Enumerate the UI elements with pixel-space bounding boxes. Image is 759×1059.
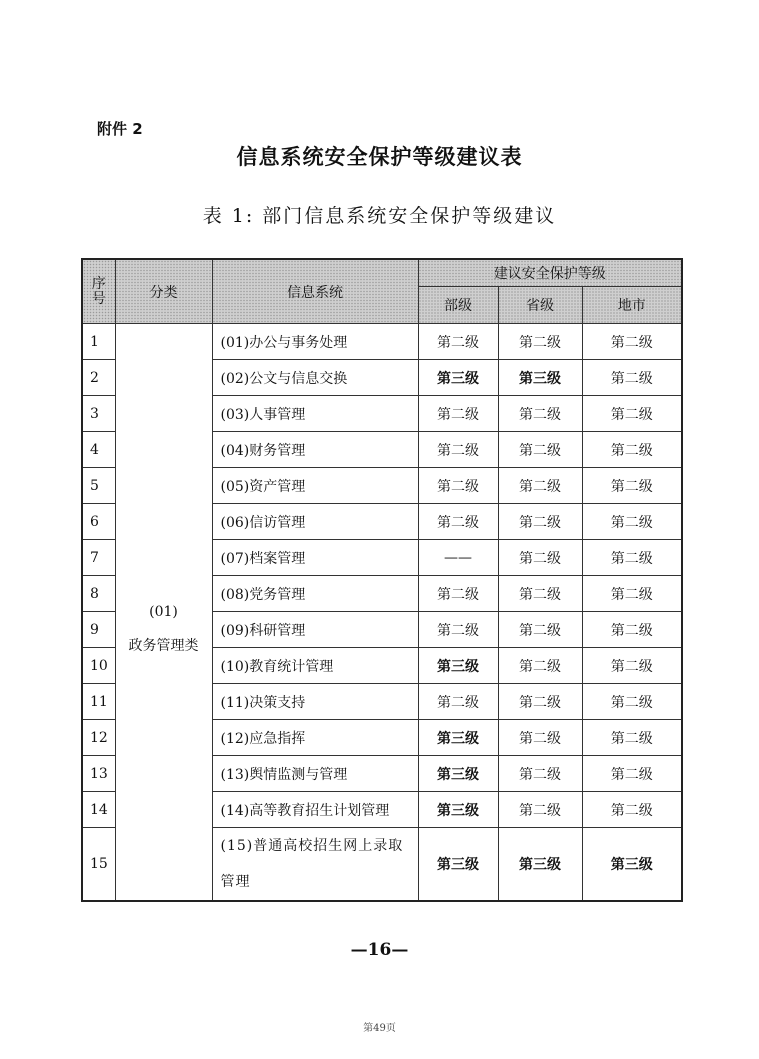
- dept-level-cell: 第二级: [418, 612, 498, 648]
- city-level-cell: 第二级: [582, 648, 682, 684]
- system-name-cell: (07)档案管理: [212, 540, 418, 576]
- city-level-cell: 第二级: [582, 540, 682, 576]
- seq-cell: 11: [82, 684, 115, 720]
- category-cell: [115, 324, 212, 902]
- dept-level-cell: 第三级: [418, 720, 498, 756]
- province-level-cell: 第二级: [498, 468, 582, 504]
- seq-cell: 14: [82, 792, 115, 828]
- city-level-cell: 第二级: [582, 432, 682, 468]
- province-level-cell: 第二级: [498, 324, 582, 360]
- city-level-cell: 第二级: [582, 360, 682, 396]
- seq-cell: 4: [82, 432, 115, 468]
- province-level-cell: 第二级: [498, 648, 582, 684]
- footer-page-label: 第49页: [363, 1023, 396, 1034]
- system-name-cell: (09)科研管理: [212, 612, 418, 648]
- province-level-cell: 第二级: [498, 792, 582, 828]
- category-header: 分类: [115, 259, 212, 324]
- city-level-cell: 第二级: [582, 756, 682, 792]
- seq-cell: 3: [82, 396, 115, 432]
- city-level-cell: 第二级: [582, 720, 682, 756]
- system-name-cell: (06)信访管理: [212, 504, 418, 540]
- city-level-header: 地市: [582, 287, 682, 324]
- dept-level-cell: 第二级: [418, 504, 498, 540]
- system-header: 信息系统: [212, 259, 418, 324]
- city-level-cell: 第二级: [582, 612, 682, 648]
- system-name-cell: (10)教育统计管理: [212, 648, 418, 684]
- seq-cell: 5: [82, 468, 115, 504]
- recommended-level-header: 建议安全保护等级: [418, 259, 682, 287]
- page-number: —16—: [350, 940, 409, 960]
- province-level-cell: 第三级: [498, 828, 582, 902]
- seq-cell: 9: [82, 612, 115, 648]
- system-name-cell: (15)普通高校招生网上录取管理: [212, 828, 418, 902]
- dept-level-cell: 第三级: [418, 648, 498, 684]
- table-body: [82, 324, 682, 902]
- system-name-cell: (14)高等教育招生计划管理: [212, 792, 418, 828]
- dept-level-cell: 第二级: [418, 396, 498, 432]
- city-level-cell: 第二级: [582, 396, 682, 432]
- dept-level-cell: 第三级: [418, 360, 498, 396]
- system-name-cell: (05)资产管理: [212, 468, 418, 504]
- province-level-cell: 第二级: [498, 684, 582, 720]
- document-title: 信息系统安全保护等级建议表: [236, 145, 523, 169]
- system-name-cell: (02)公文与信息交换: [212, 360, 418, 396]
- seq-header-label: 序号: [91, 275, 106, 307]
- city-level-cell: 第二级: [582, 684, 682, 720]
- system-name-cell: (12)应急指挥: [212, 720, 418, 756]
- seq-cell: 6: [82, 504, 115, 540]
- city-level-cell: 第二级: [582, 324, 682, 360]
- province-level-cell: 第二级: [498, 720, 582, 756]
- dept-level-cell: ——: [418, 540, 498, 576]
- province-level-cell: 第二级: [498, 576, 582, 612]
- seq-cell: 10: [82, 648, 115, 684]
- system-name-cell: (03)人事管理: [212, 396, 418, 432]
- table-row: [82, 324, 682, 360]
- attachment-label: 附件 2: [97, 120, 143, 138]
- system-name-cell: (13)舆情监测与管理: [212, 756, 418, 792]
- seq-cell: 13: [82, 756, 115, 792]
- system-name-cell: (08)党务管理: [212, 576, 418, 612]
- seq-cell: 15: [82, 828, 115, 902]
- city-level-cell: 第三级: [582, 828, 682, 902]
- seq-cell: 8: [82, 576, 115, 612]
- seq-cell: 7: [82, 540, 115, 576]
- province-level-header: 省级: [498, 287, 582, 324]
- dept-level-cell: 第二级: [418, 684, 498, 720]
- dept-level-header: 部级: [418, 287, 498, 324]
- system-name-cell: (11)决策支持: [212, 684, 418, 720]
- seq-cell: 2: [82, 360, 115, 396]
- city-level-cell: 第二级: [582, 792, 682, 828]
- province-level-cell: 第二级: [498, 540, 582, 576]
- dept-level-cell: 第三级: [418, 792, 498, 828]
- province-level-cell: 第二级: [498, 396, 582, 432]
- province-level-cell: 第二级: [498, 504, 582, 540]
- system-name-cell: (01)办公与事务处理: [212, 324, 418, 360]
- category-name: 政务管理类: [128, 638, 199, 654]
- city-level-cell: 第二级: [582, 504, 682, 540]
- dept-level-cell: 第二级: [418, 324, 498, 360]
- category-code: (01): [149, 604, 178, 620]
- dept-level-cell: 第三级: [418, 828, 498, 902]
- province-level-cell: 第三级: [498, 360, 582, 396]
- province-level-cell: 第二级: [498, 432, 582, 468]
- dept-level-cell: 第二级: [418, 432, 498, 468]
- seq-cell: 1: [82, 324, 115, 360]
- dept-level-cell: 第三级: [418, 756, 498, 792]
- province-level-cell: 第二级: [498, 612, 582, 648]
- seq-header: [82, 259, 115, 324]
- city-level-cell: 第二级: [582, 576, 682, 612]
- dept-level-cell: 第二级: [418, 468, 498, 504]
- system-name-cell: (04)财务管理: [212, 432, 418, 468]
- city-level-cell: 第二级: [582, 468, 682, 504]
- province-level-cell: 第二级: [498, 756, 582, 792]
- security-level-table: [81, 258, 683, 902]
- dept-level-cell: 第二级: [418, 576, 498, 612]
- seq-cell: 12: [82, 720, 115, 756]
- table-title: 表 1: 部门信息系统安全保护等级建议: [202, 205, 557, 227]
